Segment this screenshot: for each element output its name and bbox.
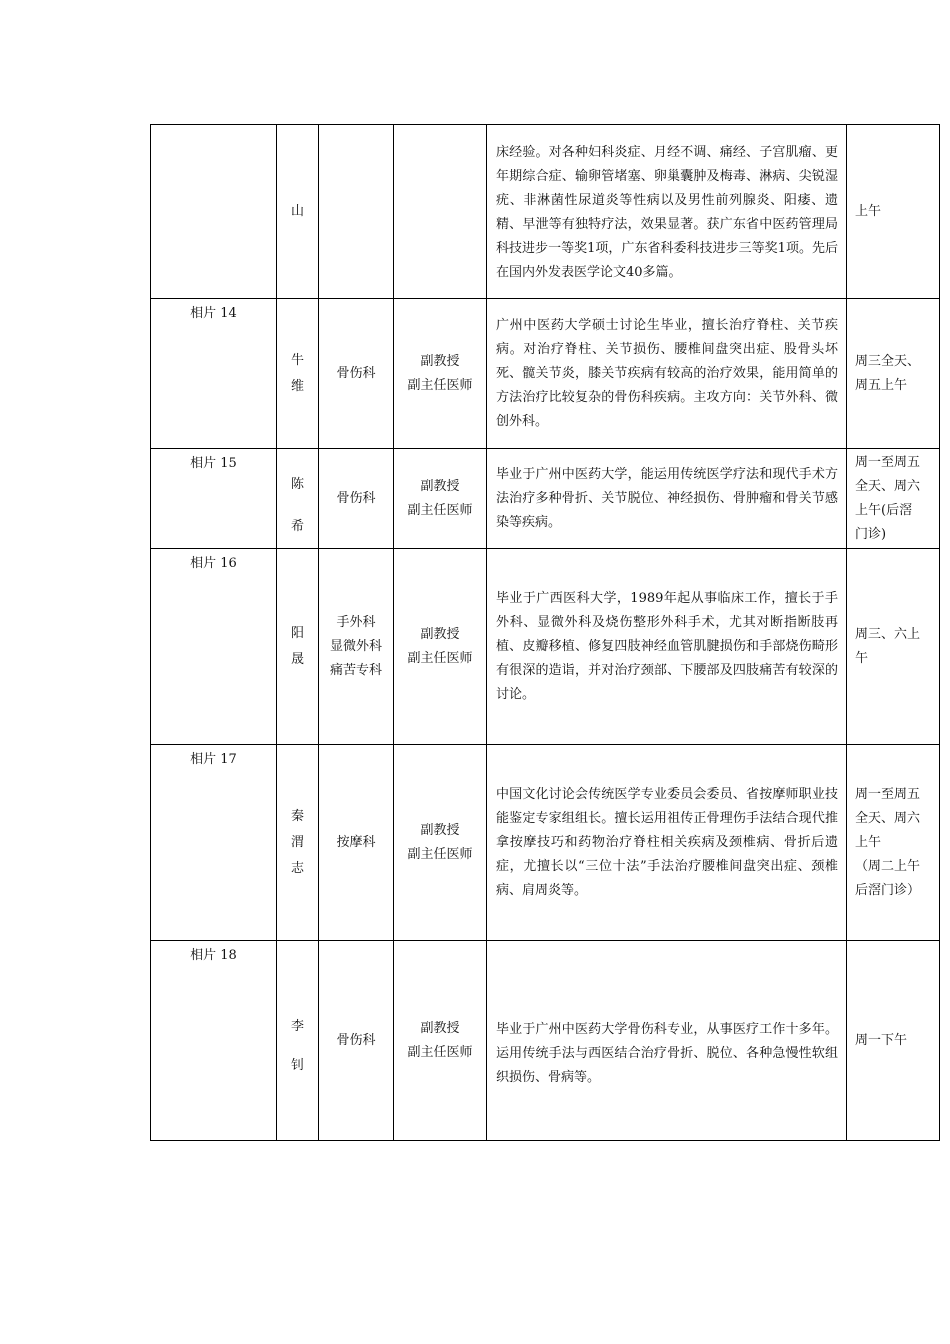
department-line: 骨伤科 bbox=[336, 490, 376, 506]
schedule-line: 周三、六上 bbox=[855, 626, 921, 642]
name-char: 希 bbox=[290, 518, 304, 534]
name-char: 秦 bbox=[290, 808, 304, 824]
photo-cell bbox=[151, 941, 277, 1141]
photo-label: 相片 14 bbox=[190, 306, 237, 321]
name-char: 李 bbox=[290, 1018, 304, 1034]
title-cell bbox=[394, 449, 487, 549]
schedule-line: 午 bbox=[855, 650, 869, 666]
title-line: 副教授 bbox=[420, 626, 460, 642]
title-line: 副主任医师 bbox=[407, 650, 473, 666]
photo-cell bbox=[151, 299, 277, 449]
description-text: 毕业于广州中医药大学骨伤科专业，从事医疗工作十多年。运用传统手法与西医结合治疗骨折、脱位、各种急慢性软组织损伤、骨病等。 bbox=[496, 1021, 838, 1085]
description-text: 毕业于广州中医药大学，能运用传统医学疗法和现代手术方法治疗多种骨折、关节脱位、神经损伤、骨肿瘤和骨关节感染等疾病。 bbox=[496, 466, 838, 530]
department-cell bbox=[319, 549, 394, 745]
department-line: 显微外科 bbox=[329, 638, 382, 654]
schedule-line: 周五上午 bbox=[855, 377, 908, 393]
department-cell bbox=[319, 299, 394, 449]
schedule-cell bbox=[847, 449, 940, 549]
description-cell bbox=[487, 449, 847, 549]
title-line: 副教授 bbox=[420, 1020, 460, 1036]
name-char: 陈 bbox=[290, 476, 304, 492]
description-text: 床经验。对各种妇科炎症、月经不调、痛经、子宫肌瘤、更年期综合症、输卵管堵塞、卵巢囊肿及梅毒、淋病、尖锐湿疣、非淋菌性尿道炎等性病以及男性前列腺炎、阳痿、遗精、早泄等有独特疗法，效果显著。获广东省中医药管理局科技进步一等奖1项，广东省科委科技进步三等奖1项。先后在国内外发表医学论文40多篇。 bbox=[496, 144, 838, 280]
schedule-line: 周一至周五 bbox=[855, 786, 921, 802]
schedule-line: 上午(后滘 bbox=[855, 502, 913, 518]
schedule-line: 全天、周六 bbox=[855, 810, 921, 826]
description-text: 广州中医药大学硕士讨论生毕业，擅长治疗脊柱、关节疾病。对治疗脊柱、关节损伤、腰椎间盘突出症、股骨头坏死、髋关节炎，膝关节疾病有较高的治疗效果，能用简单的方法治疗比较复杂的骨伤科疾病。主攻方向：关节外科、微创外科。 bbox=[496, 317, 838, 429]
photo-label: 相片 17 bbox=[190, 752, 237, 767]
title-line: 副主任医师 bbox=[407, 502, 473, 518]
schedule-line: 周一至周五 bbox=[855, 454, 921, 470]
table-row bbox=[151, 549, 940, 745]
department-cell bbox=[319, 125, 394, 299]
schedule-line: 周一下午 bbox=[855, 1032, 908, 1048]
department-line: 手外科 bbox=[336, 614, 376, 630]
photo-label: 相片 18 bbox=[190, 948, 237, 963]
title-cell bbox=[394, 549, 487, 745]
schedule-cell bbox=[847, 941, 940, 1141]
name-char: 维 bbox=[290, 378, 304, 394]
schedule-line: 上午 bbox=[855, 834, 882, 850]
schedule-line: 后滘门诊） bbox=[855, 882, 921, 898]
name-char: 牛 bbox=[290, 352, 304, 368]
title-line: 副主任医师 bbox=[407, 377, 473, 393]
title-line: 副教授 bbox=[420, 353, 460, 369]
schedule-cell bbox=[847, 299, 940, 449]
photo-cell bbox=[151, 449, 277, 549]
description-cell bbox=[487, 745, 847, 941]
department-line: 痛苦专科 bbox=[329, 662, 382, 678]
schedule-line: 门诊) bbox=[855, 526, 887, 542]
schedule-cell bbox=[847, 125, 940, 299]
title-line: 副主任医师 bbox=[407, 846, 473, 862]
name-cell bbox=[277, 299, 319, 449]
photo-cell bbox=[151, 125, 277, 299]
table-row bbox=[151, 745, 940, 941]
name-cell bbox=[277, 449, 319, 549]
name-char: 渭 bbox=[290, 834, 304, 850]
doctor-schedule-table bbox=[150, 124, 940, 1141]
name-cell bbox=[277, 941, 319, 1141]
schedule-line: （周二上午 bbox=[855, 858, 921, 874]
table-row bbox=[151, 449, 940, 549]
table-row bbox=[151, 299, 940, 449]
description-text: 毕业于广西医科大学，1989年起从事临床工作，擅长于手外科、显微外科及烧伤整形外科手术，尤其对断指断肢再植、皮瓣移植、修复四肢神经血管肌腱损伤和手部烧伤畸形有很深的造诣，并对治疗颈部、下腰部及四肢痛苦有较深的讨论。 bbox=[496, 590, 838, 702]
photo-label: 相片 15 bbox=[190, 456, 237, 471]
department-cell bbox=[319, 449, 394, 549]
title-cell bbox=[394, 941, 487, 1141]
title-cell bbox=[394, 299, 487, 449]
schedule-cell bbox=[847, 745, 940, 941]
photo-cell bbox=[151, 745, 277, 941]
description-cell bbox=[487, 941, 847, 1141]
name-char: 志 bbox=[290, 860, 304, 876]
schedule-line: 周三全天、 bbox=[855, 353, 921, 369]
department-cell bbox=[319, 745, 394, 941]
title-line: 副教授 bbox=[420, 822, 460, 838]
photo-label: 相片 16 bbox=[190, 556, 237, 571]
description-cell bbox=[487, 299, 847, 449]
name-char: 晟 bbox=[290, 651, 304, 667]
name-char: 阳 bbox=[290, 625, 304, 641]
table-row bbox=[151, 125, 940, 299]
description-cell bbox=[487, 125, 847, 299]
department-line: 骨伤科 bbox=[336, 1032, 376, 1048]
photo-cell bbox=[151, 549, 277, 745]
name-char: 山 bbox=[290, 203, 304, 219]
description-text: 中国文化讨论会传统医学专业委员会委员、省按摩师职业技能鉴定专家组组长。擅长运用祖传正骨理伤手法结合现代推拿按摩技巧和药物治疗脊柱相关疾病及颈椎病、骨折后遗症，尤擅长以“三位十法”手法治疗腰椎间盘突出症、颈椎病、肩周炎等。 bbox=[496, 786, 838, 898]
title-line: 副教授 bbox=[420, 478, 460, 494]
name-cell bbox=[277, 745, 319, 941]
department-cell bbox=[319, 941, 394, 1141]
title-cell bbox=[394, 745, 487, 941]
schedule-cell bbox=[847, 549, 940, 745]
title-line: 副主任医师 bbox=[407, 1044, 473, 1060]
schedule-line: 全天、周六 bbox=[855, 478, 921, 494]
department-line: 按摩科 bbox=[336, 834, 376, 850]
name-char: 钊 bbox=[290, 1057, 304, 1073]
name-cell bbox=[277, 549, 319, 745]
department-line: 骨伤科 bbox=[336, 365, 376, 381]
title-cell bbox=[394, 125, 487, 299]
name-cell bbox=[277, 125, 319, 299]
description-cell bbox=[487, 549, 847, 745]
schedule-line: 上午 bbox=[855, 203, 882, 219]
table-row bbox=[151, 941, 940, 1141]
